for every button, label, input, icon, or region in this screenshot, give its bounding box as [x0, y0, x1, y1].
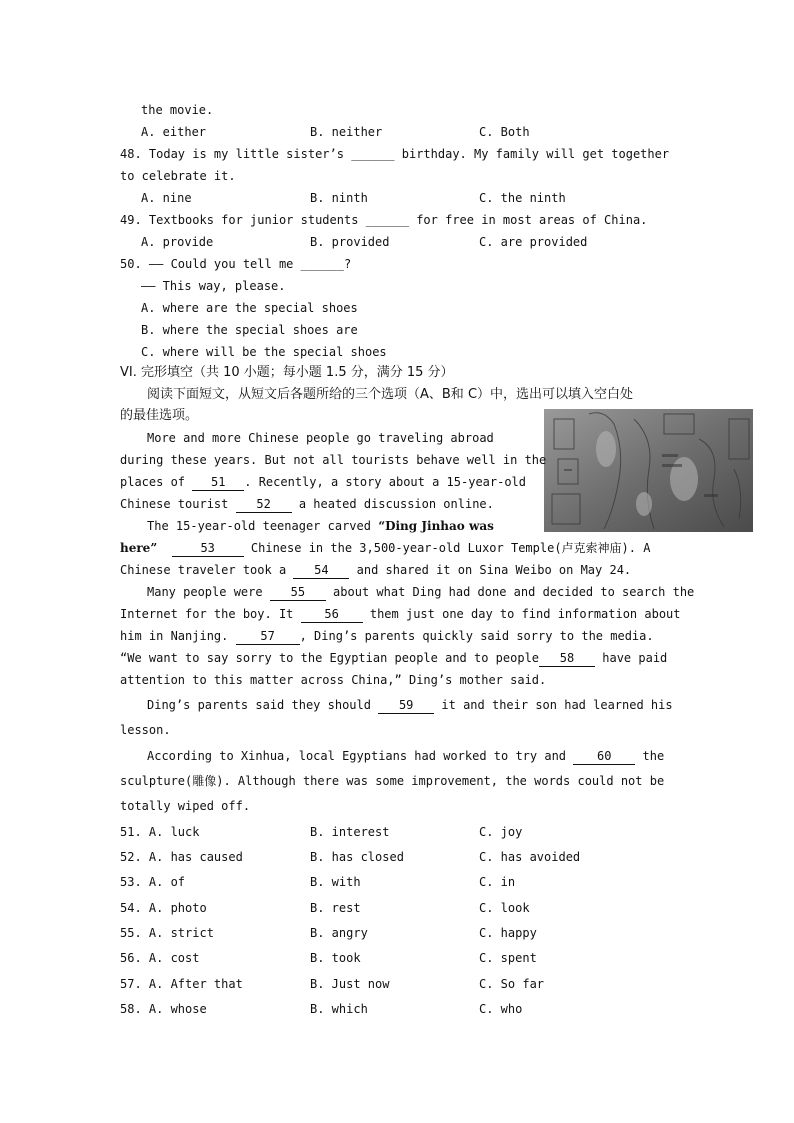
q47-option-c: C. Both	[479, 125, 530, 139]
option-51-a: 51. A. luck	[120, 825, 200, 839]
option-54-c: C. look	[479, 901, 530, 915]
q47-continuation: the movie.	[141, 103, 214, 117]
option-55-c: C. happy	[479, 926, 537, 940]
blank-58: 58	[539, 651, 595, 667]
passage-p1-line2: during these years. But not all tourists behave well in the	[120, 453, 547, 467]
carved-quote: “Ding Jinhao was	[378, 519, 494, 533]
option-52-a: 52. A. has caused	[120, 850, 243, 864]
option-54-b: B. rest	[310, 901, 361, 915]
passage-p5-line2: sculpture(雕像). Although there was some improvement, the words could not be	[120, 774, 665, 788]
option-55-b: B. angry	[310, 926, 368, 940]
option-58-c: C. who	[479, 1002, 523, 1016]
passage-p3-line4: “We want to say sorry to the Egyptian people and to people 58 have paid	[120, 651, 668, 665]
blank-55: 55	[270, 585, 326, 601]
option-54-a: 54. A. photo	[120, 901, 207, 915]
blank-59: 59	[378, 698, 434, 714]
option-51-c: C. joy	[479, 825, 523, 839]
passage-p3-line1: Many people were 55 about what Ding had done and decided to search the	[147, 585, 695, 599]
passage-p1-line3: places of 51 . Recently, a story about a 15-year-old	[120, 475, 527, 489]
option-57-c: C. So far	[479, 977, 545, 991]
option-52-c: C. has avoided	[479, 850, 581, 864]
section-instruction: 阅读下面短文，从短文后各题所给的三个选项（A、B和 C）中，选出可以填入空白处	[147, 387, 634, 402]
passage-p5-line3: totally wiped off.	[120, 799, 251, 813]
passage-p3-line5: attention to this matter across China,” Ding’s mother said.	[120, 673, 547, 687]
passage-p2-line1: The 15-year-old teenager carved “Ding Jinhao was	[147, 519, 494, 533]
blank-52: 52	[236, 497, 292, 513]
option-51-b: B. interest	[310, 825, 390, 839]
q50-option-c: C. where will be the special shoes	[141, 345, 387, 359]
option-53-a: 53. A. of	[120, 875, 186, 889]
option-56-b: B. took	[310, 951, 361, 965]
passage-p4-line2: lesson.	[120, 723, 171, 737]
q50-option-b: B. where the special shoes are	[141, 323, 358, 337]
passage-p5-line1: According to Xinhua, local Egyptians had worked to try and 60 the	[147, 749, 665, 763]
q49-option-a: A. provide	[141, 235, 214, 249]
option-53-c: C. in	[479, 875, 516, 889]
option-56-a: 56. A. cost	[120, 951, 200, 965]
q47-option-a: A. either	[141, 125, 207, 139]
blank-51: 51	[192, 475, 244, 491]
q48-option-b: B. ninth	[310, 191, 368, 205]
passage-p2-line3: Chinese traveler took a 54 and shared it on Sina Weibo on May 24.	[120, 563, 632, 577]
passage-p1-line4: Chinese tourist 52 a heated discussion online.	[120, 497, 494, 511]
option-56-c: C. spent	[479, 951, 537, 965]
passage-p3-line2: Internet for the boy. It 56 them just one day to find information about	[120, 607, 681, 621]
passage-p2-line2: here” 53 Chinese in the 3,500-year-old Luxor Temple(卢克索神庙). A	[120, 541, 651, 555]
q50-option-a: A. where are the special shoes	[141, 301, 358, 315]
temple-carving-photo	[544, 409, 753, 532]
passage-p4-line1: Ding’s parents said they should 59 it and their son had learned his	[147, 698, 673, 712]
blank-56: 56	[301, 607, 363, 623]
passage-p1-line1: More and more Chinese people go traveling abroad	[147, 431, 494, 445]
q50-reply: —— This way, please.	[141, 279, 286, 293]
blank-54: 54	[293, 563, 349, 579]
option-52-b: B. has closed	[310, 850, 404, 864]
q49-option-c: C. are provided	[479, 235, 588, 249]
section-instruction-cont: 的最佳选项。	[120, 408, 199, 423]
option-57-a: 57. A. After that	[120, 977, 243, 991]
blank-60: 60	[573, 749, 635, 765]
q48-stem: 48. Today is my little sister’s ______ birthday. My family will get together	[120, 147, 670, 161]
option-57-b: B. Just now	[310, 977, 390, 991]
blank-57: 57	[236, 629, 300, 645]
q50-stem: 50. —— Could you tell me ______?	[120, 257, 352, 271]
section-heading: VI. 完形填空（共 10 小题；每小题 1.5 分，满分 15 分）	[120, 365, 454, 380]
option-53-b: B. with	[310, 875, 361, 889]
q49-stem: 49. Textbooks for junior students ______ for free in most areas of China.	[120, 213, 648, 227]
q48-option-a: A. nine	[141, 191, 192, 205]
q47-option-b: B. neither	[310, 125, 383, 139]
blank-53: 53	[172, 541, 244, 557]
option-55-a: 55. A. strict	[120, 926, 214, 940]
passage-p3-line3: him in Nanjing. 57 , Ding’s parents quickly said sorry to the media.	[120, 629, 654, 643]
option-58-b: B. which	[310, 1002, 368, 1016]
q49-option-b: B. provided	[310, 235, 390, 249]
q48-option-c: C. the ninth	[479, 191, 566, 205]
option-58-a: 58. A. whose	[120, 1002, 207, 1016]
q48-stem-cont: to celebrate it.	[120, 169, 236, 183]
